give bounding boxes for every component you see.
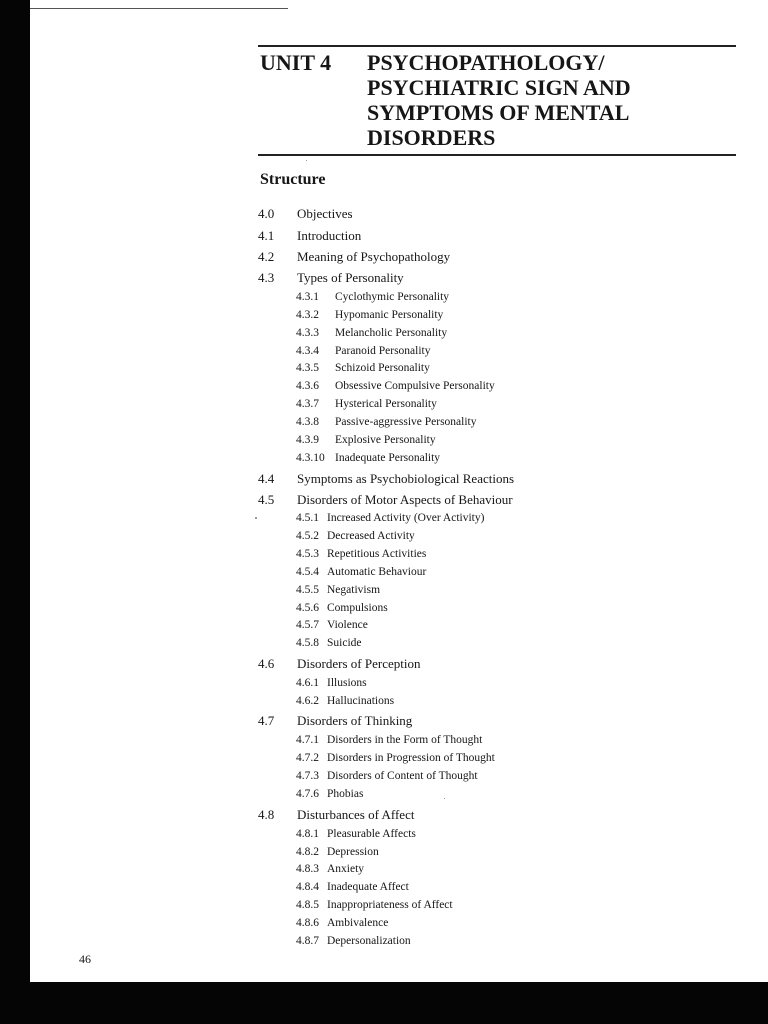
toc-label: Melancholic Personality [335,327,448,339]
toc-label: Obsessive Compulsive Personality [335,380,495,392]
scan-speck [444,798,445,799]
toc-number: 4.3.7 [296,398,319,410]
scan-speck [255,517,257,519]
toc-number: 4.5.4 [296,566,319,578]
toc-label: Repetitious Activities [327,548,427,560]
toc-label: Objectives [297,206,353,221]
toc-number: 4.7.2 [296,752,319,764]
toc-label: Violence [327,619,368,631]
toc-number: 4.3.1 [296,291,319,303]
unit-title-line: DISORDERS [367,125,496,150]
toc-number: 4.3.8 [296,416,319,428]
toc-label: Hysterical Personality [335,398,437,410]
toc-label: Passive-aggressive Personality [335,416,477,428]
toc-number: 4.3.6 [296,380,319,392]
toc-label: Inadequate Affect [327,881,409,893]
toc-label: Meaning of Psychopathology [297,249,451,264]
unit-title-line: SYMPTOMS OF MENTAL [367,100,630,125]
toc-number: 4.8.1 [296,828,319,840]
toc-label: Explosive Personality [335,434,436,446]
toc-label: Disorders of Thinking [297,713,413,728]
toc-number: 4.8.3 [296,863,319,875]
toc-label: Automatic Behaviour [327,566,427,578]
toc-number: 4.8.7 [296,935,319,947]
toc-label: Phobias [327,788,364,800]
header-rule-top [258,45,736,47]
toc-number: 4.0 [258,206,275,221]
toc-number: 4.6 [258,656,275,671]
toc-number: 4.6.2 [296,695,319,707]
toc-label: Disorders in the Form of Thought [327,734,483,746]
scan-speck [306,160,307,161]
toc-number: 4.3.3 [296,327,319,339]
toc-number: 4.8.6 [296,917,319,929]
toc-number: 4.5.8 [296,637,319,649]
toc-label: Disorders in Progression of Thought [327,752,495,764]
scan-border-bottom [0,982,768,1024]
toc-number: 4.5.7 [296,619,319,631]
toc-number: 4.3.4 [296,345,319,357]
toc-label: Paranoid Personality [335,345,431,357]
toc-label: Negativism [327,584,381,596]
toc-label: Hallucinations [327,695,395,707]
unit-title [367,50,737,150]
toc-label: Types of Personality [297,270,404,285]
header-rule-bottom [258,154,736,156]
toc-number: 4.2 [258,249,275,264]
toc-number: 4.3.10 [296,452,325,464]
toc-number: 4.5.2 [296,530,319,542]
page-number: 46 [79,952,91,966]
toc-number: 4.5.3 [296,548,319,560]
toc-label: Depression [327,846,379,858]
toc-number: 4.7.1 [296,734,319,746]
top-edge-rule [30,8,288,9]
toc-number: 4.8 [258,807,275,822]
toc-label: Hypomanic Personality [335,309,444,321]
toc-label: Introduction [297,228,362,243]
toc-label: Depersonalization [327,935,411,947]
toc-label: Inadequate Personality [335,452,441,464]
toc-label: Illusions [327,677,367,689]
toc-number: 4.5 [258,492,275,507]
toc-number: 4.7 [258,713,275,728]
toc-label: Ambivalence [327,917,389,929]
toc-number: 4.8.4 [296,881,319,893]
toc-number: 4.7.6 [296,788,319,800]
unit-title-line: PSYCHOPATHOLOGY/ [367,50,605,75]
toc-number: 4.6.1 [296,677,319,689]
toc-label: Inappropriateness of Affect [327,899,453,911]
structure-heading: Structure [260,171,326,188]
toc-number: 4.3 [258,270,275,285]
toc-label: Pleasurable Affects [327,828,416,840]
toc-label: Cyclothymic Personality [335,291,450,303]
toc-label: Increased Activity (Over Activity) [327,512,485,524]
toc-number: 4.5.5 [296,584,319,596]
toc-number: 4.3.2 [296,309,319,321]
toc-number: 4.3.5 [296,362,319,374]
scan-border-left [0,0,30,1024]
toc-number: 4.3.9 [296,434,319,446]
toc-label: Decreased Activity [327,530,415,542]
toc-label: Symptoms as Psychobiological Reactions [297,471,515,486]
toc-label: Suicide [327,637,362,649]
toc-number: 4.8.5 [296,899,319,911]
toc-number: 4.5.1 [296,512,319,524]
toc-number: 4.8.2 [296,846,319,858]
toc-label: Disorders of Content of Thought [327,770,478,782]
toc-number: 4.4 [258,471,275,486]
toc-label: Anxiety [327,863,365,875]
toc-label: Disorders of Motor Aspects of Behaviour [297,492,513,507]
toc-label: Disturbances of Affect [297,807,415,822]
unit-label: UNIT 4 [260,50,332,75]
toc-label: Disorders of Perception [297,656,421,671]
unit-title-line: PSYCHIATRIC SIGN AND [367,75,631,100]
toc-label: Compulsions [327,602,388,614]
toc-number: 4.5.6 [296,602,319,614]
toc-label: Schizoid Personality [335,362,430,374]
toc-number: 4.1 [258,228,275,243]
toc-number: 4.7.3 [296,770,319,782]
